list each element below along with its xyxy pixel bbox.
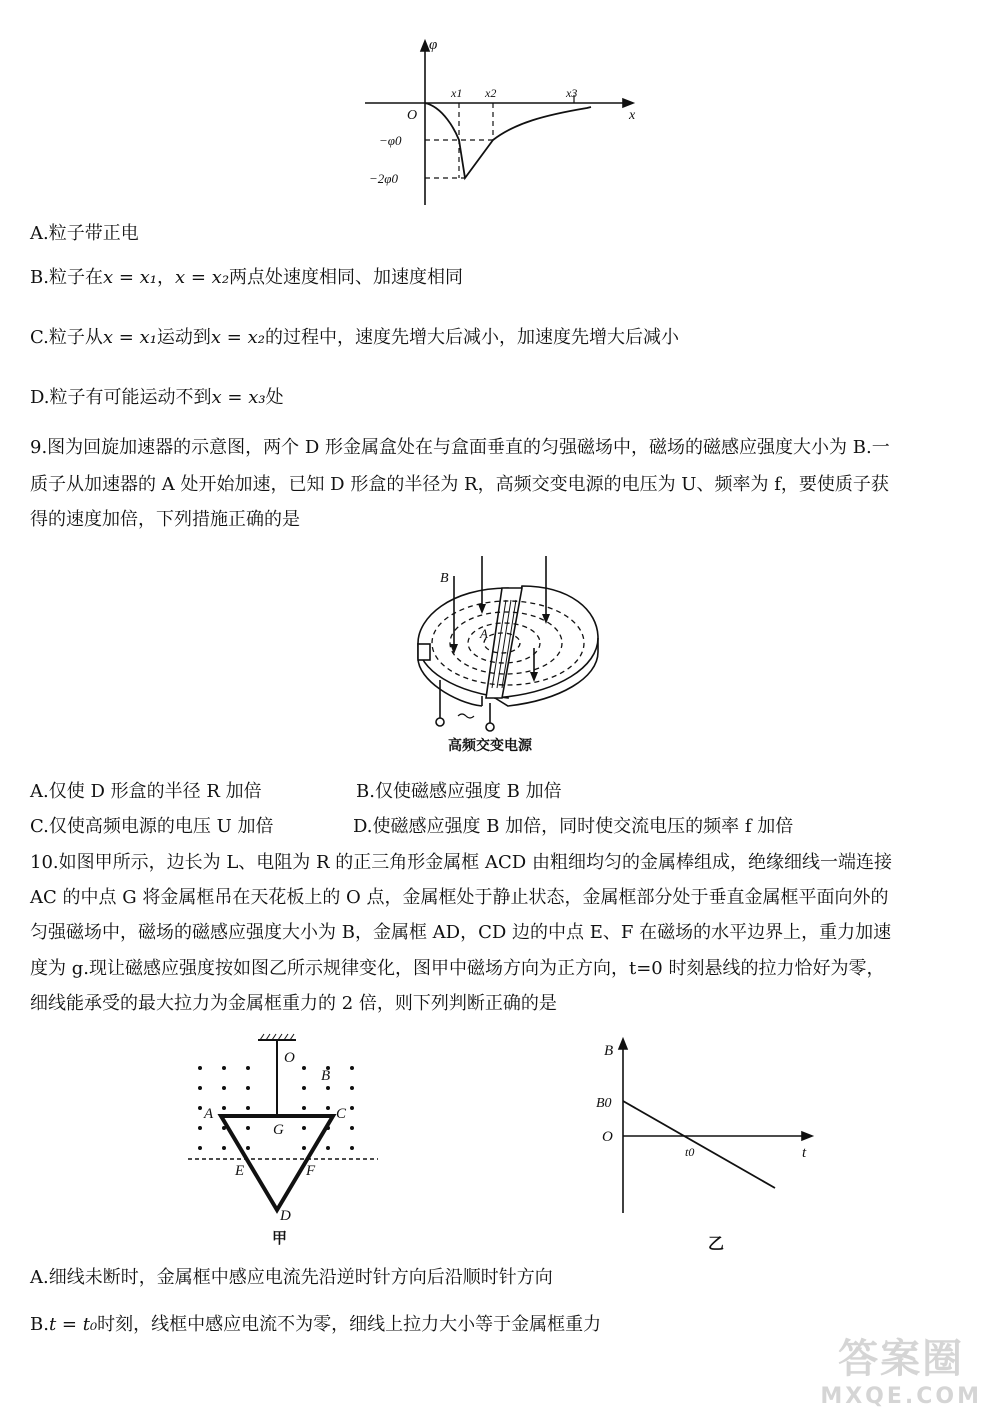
q9-stem-line-1: 9.图为回旋加速器的示意图，两个 D 形金属盒处在与盒面垂直的匀强磁场中，磁场的磁感应强度大小为 B.一 bbox=[30, 437, 890, 458]
watermark-line-1: 答案圈 bbox=[838, 1336, 965, 1382]
jia-e-label: E bbox=[235, 1163, 245, 1179]
field-dot bbox=[302, 1146, 306, 1150]
x1-label: x1 bbox=[451, 86, 463, 100]
q8-b-text-1: B.粒子在 bbox=[30, 267, 103, 288]
field-dot bbox=[326, 1086, 330, 1090]
fig9-a-label: A bbox=[480, 626, 488, 641]
q8-b-math-2: x = x₂ bbox=[175, 267, 230, 288]
yi-b-axis-arrow bbox=[619, 1039, 627, 1049]
q9-stem-line-2: 质子从加速器的 A 处开始加速，已知 D 形盒的半径为 R，高频交变电源的电压为 U、频率为 f，要使质子获 bbox=[30, 474, 889, 495]
q8-option-c bbox=[30, 326, 679, 350]
origin-label: O bbox=[407, 108, 418, 123]
q10-stem-line-1: 10.如图甲所示，边长为 L、电阻为 R 的正三角形金属框 ACD 由粗细均匀的金属棒组成，绝缘细线一端连接 bbox=[30, 852, 892, 873]
q8-d-text-1: D.粒子有可能运动不到 bbox=[30, 387, 212, 408]
q9-option-a: A.仅使 D 形盒的半径 R 加倍 bbox=[30, 781, 262, 802]
terminal-left bbox=[436, 718, 444, 726]
field-dot bbox=[198, 1126, 202, 1130]
cyclotron-figure bbox=[410, 548, 600, 758]
q8-c-text-1: C.粒子从 bbox=[30, 327, 103, 348]
phi-axis-arrow bbox=[421, 41, 429, 51]
q8-d-math: x = x₃ bbox=[211, 387, 266, 408]
x-label: x bbox=[629, 108, 636, 123]
neg-phi0-label: −φ0 bbox=[379, 133, 402, 148]
q8-b-math-1: x = x₁ bbox=[102, 267, 157, 288]
q9-option-c: C.仅使高频电源的电压 U 加倍 bbox=[30, 816, 274, 837]
q9-option-d: D.使磁感应强度 B 加倍，同时使交流电压的频率 f 加倍 bbox=[353, 816, 794, 837]
jia-g-label: G bbox=[273, 1122, 284, 1138]
fig9-b-label: B bbox=[440, 571, 449, 586]
potential-curve bbox=[425, 103, 591, 178]
yi-t0-label: t0 bbox=[685, 1145, 695, 1159]
yi-b-line bbox=[623, 1101, 775, 1188]
field-dot bbox=[350, 1146, 354, 1150]
q8-option-b bbox=[30, 266, 463, 290]
left-d-notch bbox=[418, 644, 430, 660]
ac-symbol bbox=[458, 714, 474, 718]
terminal-right bbox=[486, 723, 494, 731]
field-dot bbox=[350, 1126, 354, 1130]
watermark-logo bbox=[820, 1327, 982, 1409]
field-dot bbox=[246, 1086, 250, 1090]
field-dot bbox=[246, 1126, 250, 1130]
jia-a-label: A bbox=[204, 1106, 214, 1122]
q8-c-math-2: x = x₂ bbox=[210, 327, 265, 348]
field-dot bbox=[198, 1106, 202, 1110]
q10-b-text-1: B. bbox=[30, 1314, 49, 1335]
x2-label: x2 bbox=[485, 86, 497, 100]
field-dot bbox=[222, 1106, 226, 1110]
q8-b-text-2: ， bbox=[157, 267, 175, 288]
jia-f-label: F bbox=[306, 1163, 316, 1179]
figure-yi bbox=[590, 1033, 830, 1255]
q10-stem-line-5: 细线能承受的最大拉力为金属框重力的 2 倍，则下列判断正确的是 bbox=[30, 993, 557, 1014]
x3-label: x3 bbox=[566, 86, 578, 100]
field-dot bbox=[246, 1146, 250, 1150]
yi-b0-label: B0 bbox=[596, 1096, 612, 1111]
q10-b-math: t = t₀ bbox=[48, 1314, 98, 1335]
yi-t-label: t bbox=[802, 1145, 807, 1161]
yi-b-label: B bbox=[604, 1043, 614, 1059]
field-dot bbox=[222, 1146, 226, 1150]
q9-option-b: B.仅使磁感应强度 B 加倍 bbox=[356, 781, 562, 802]
q10-b-text-2: 时刻，线框中感应电流不为零，细线上拉力大小等于金属框重力 bbox=[97, 1314, 602, 1335]
field-dot bbox=[302, 1066, 306, 1070]
q10-stem-line-2: AC 的中点 G 将金属框吊在天花板上的 O 点，金属框处于静止状态，金属框部分处于垂直金属框平面向外的 bbox=[30, 887, 889, 908]
q10-option-b bbox=[30, 1313, 601, 1337]
field-dot bbox=[246, 1066, 250, 1070]
field-dot bbox=[326, 1146, 330, 1150]
q8-c-text-2: 运动到 bbox=[156, 327, 211, 348]
field-dot bbox=[222, 1086, 226, 1090]
field-dot bbox=[350, 1086, 354, 1090]
watermark-line-2: MXQE.COM bbox=[820, 1384, 982, 1409]
q8-b-text-3: 两点处速度相同、加速度相同 bbox=[229, 267, 464, 288]
field-dot bbox=[350, 1106, 354, 1110]
q8-c-text-3: 的过程中，速度先增大后减小，加速度先增大后减小 bbox=[264, 327, 679, 348]
fig9-caption: 高频交变电源 bbox=[448, 739, 532, 754]
field-dot bbox=[350, 1066, 354, 1070]
q8-c-math-1: x = x₁ bbox=[102, 327, 157, 348]
phi-x-graph bbox=[355, 35, 655, 210]
q8-option-a: A.粒子带正电 bbox=[30, 223, 139, 244]
neg-2phi0-label: −2φ0 bbox=[369, 171, 398, 186]
jia-b-label: B bbox=[321, 1068, 331, 1084]
yi-t-axis-arrow bbox=[802, 1132, 812, 1140]
q9-stem-line-3: 得的速度加倍，下列措施正确的是 bbox=[30, 509, 300, 530]
field-dot bbox=[198, 1066, 202, 1070]
field-dot bbox=[326, 1106, 330, 1110]
field-dot bbox=[246, 1106, 250, 1110]
field-dot bbox=[302, 1086, 306, 1090]
x-axis-arrow bbox=[623, 99, 633, 107]
field-dot bbox=[198, 1086, 202, 1090]
q8-option-d bbox=[30, 386, 284, 410]
q8-d-text-2: 处 bbox=[265, 387, 284, 408]
yi-o-label: O bbox=[602, 1129, 613, 1145]
field-dot bbox=[302, 1106, 306, 1110]
q10-option-a: A.细线未断时，金属框中感应电流先沿逆时针方向后沿顺时针方向 bbox=[30, 1267, 553, 1288]
jia-o-label: O bbox=[284, 1050, 295, 1066]
phi-label: φ bbox=[429, 37, 438, 53]
field-dot bbox=[302, 1126, 306, 1130]
figure-jia bbox=[180, 1030, 385, 1252]
jia-d-label: D bbox=[280, 1208, 291, 1224]
q10-stem-line-4: 度为 g.现让磁感应强度按如图乙所示规律变化，图甲中磁场方向为正方向，t=0 时刻悬线的拉力恰好为零， bbox=[30, 958, 885, 979]
jia-c-label: C bbox=[336, 1106, 347, 1122]
yi-caption: 乙 bbox=[708, 1236, 725, 1253]
field-dot bbox=[222, 1066, 226, 1070]
jia-caption: 甲 bbox=[272, 1231, 288, 1247]
field-dot bbox=[198, 1146, 202, 1150]
q10-stem-line-3: 匀强磁场中，磁场的磁感应强度大小为 B，金属框 AD，CD 边的中点 E、F 在磁场的水平边界上，重力加速 bbox=[30, 922, 892, 943]
